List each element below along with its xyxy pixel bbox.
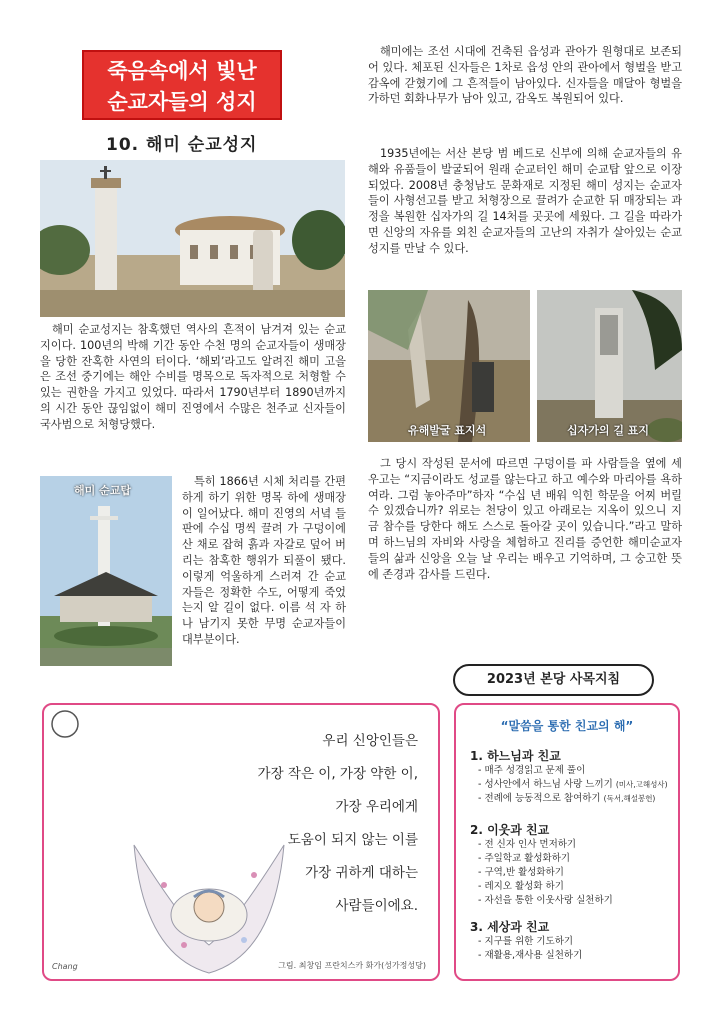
section-3-title: 3. 세상과 친교 xyxy=(470,920,550,934)
title-line-1: 죽음속에서 빛난 xyxy=(107,59,257,83)
excavation-photo-label: 유해발굴 표지석 xyxy=(408,424,487,437)
excavation-stone-photo xyxy=(368,290,530,442)
illustration-credit: 그림. 최창임 프란치스카 화가(성가정성당) xyxy=(278,961,426,970)
section-2-item-3: - 구역,반 활성화하기 xyxy=(478,867,564,878)
section-2-item-4: - 레지오 활성화 하기 xyxy=(478,881,564,892)
stations-photo-label: 십자가의 길 표지 xyxy=(567,424,650,437)
article-subtitle: 10. 해미 순교성지 xyxy=(106,135,258,155)
story-paragraph: 특히 1866년 시체 처리를 간편하게 하기 위한 명목 하에 생매장이 일어났다. 해미 진영의 서녘 들판에 수십 명씩 끌려 가 구덩이에 산 채로 잡혀 흙과 자갈로 덮어 버리는 참혹한 행위가 되풀이 됐다. 이렇게 억울하게 스러져 간 순교자들은 정확한 수도, 어떻게 죽었는지 알 길이 없다. 이름 석 자 하나 남기지 못한 무명 순교자들이 대부분이다. xyxy=(182,475,346,646)
section-2-item-1: - 전 신자 인사 먼저하기 xyxy=(478,839,577,850)
year-motto: “말씀을 통한 친교의 해” xyxy=(500,719,634,733)
right-paragraph-3: 그 당시 작성된 문서에 따르면 구덩이를 파 사람들을 옆에 세우고는 “지금이라도 성교를 않는다고 하고 예수와 마리아를 욕하여라. 그럼 놓아주마”하자 “수십 년 배워 익힌 학문을 어찌 버릴 수 있겠습니까? 위로는 천당이 있고 아래로는 지옥이 있으니 지금 참수를 당한다 해도 스스로 돌아갈 곳이 있습니다.”라고 말하며 하느님의 자비와 사랑을 체험하고 진리를 증언한 해미순교자들의 삶과 신앙을 오늘 날 우리는 배우고 기억하며, 그 숭고한 뜻에 존경과 감사를 드린다. xyxy=(368,457,682,581)
pastoral-guideline-pill: 2023년 본당 사목지침 xyxy=(453,664,654,696)
section-3-item-2: - 재활용,재사용 실천하기 xyxy=(478,950,583,961)
section-1-item-2: - 성사안에서 하느님 사랑 느끼기 (미사,고해성사) xyxy=(478,779,668,790)
poem-line-5: 가장 귀하게 대하는 xyxy=(305,865,418,881)
poem-line-2: 가장 작은 이, 가장 약한 이, xyxy=(257,766,418,782)
section-1-item-1: - 매주 성경읽고 문제 풀이 xyxy=(478,765,586,776)
section-1-title: 1. 하느님과 친교 xyxy=(470,749,561,763)
pastoral-guideline-box xyxy=(454,703,680,981)
artist-signature: Chang xyxy=(52,962,78,971)
poem-box xyxy=(42,703,440,981)
cathedral-photo xyxy=(40,160,345,317)
right-paragraph-1: 해미에는 조선 시대에 건축된 읍성과 관아가 원형대로 보존되어 있다. 체포된 신자들은 1차로 읍성 안의 관아에서 형벌을 받고 감옥에 갇혔기에 그 흔적들이 남아있다. 신자들을 매달아 형벌을 가하던 회화나무가 남아 있고, 감옥도 복원되어 있다. xyxy=(368,45,682,106)
poem-line-6: 사람들이에요. xyxy=(335,898,418,914)
stations-cross-photo xyxy=(537,290,682,442)
title-line-2: 순교자들의 성지 xyxy=(107,90,257,114)
poem-line-3: 가장 우리에게 xyxy=(335,799,418,815)
section-2-item-5: - 자선을 통한 이웃사랑 실천하기 xyxy=(478,895,613,906)
section-2-title: 2. 이웃과 친교 xyxy=(470,823,550,837)
martyr-tower-photo xyxy=(40,476,172,666)
poem-line-4: 도움이 되지 않는 이를 xyxy=(287,832,418,848)
section-2-item-2: - 주일학교 활성화하기 xyxy=(478,853,571,864)
poem-badge-icon xyxy=(50,709,80,739)
intro-paragraph: 해미 순교성지는 참혹했던 역사의 흔적이 남겨져 있는 순교지이다. 100년의 박해 기간 동안 수천 명의 순교자들이 생매장을 당한 잔혹한 사연의 터이다. ‘해뫼’라고도 알려진 해미 고을은 조선 중기에는 해안 수비를 명목으로 독자적으로 처형할 수 있는 권한을 가지고 있었다. 따라서 1790년부터 1890년까지의 시간 동안 끊임없이 해미 진영에서 수많은 천주교 신자들이 국사범으로 처형당했다. xyxy=(40,323,346,431)
feature-title-box xyxy=(82,50,282,120)
section-1-item-3: - 전례에 능동적으로 참여하기 (독서,해설봉헌) xyxy=(478,793,656,804)
section-3-item-1: - 지구를 위한 기도하기 xyxy=(478,936,574,947)
poem-line-1: 우리 신앙인들은 xyxy=(322,733,418,749)
right-paragraph-2: 1935년에는 서산 본당 범 베드로 신부에 의해 순교자들의 유해와 유품들이 발굴되어 원래 순교터인 해미 순교탑 앞으로 이장되었다. 2008년 충청남도 문화재로 지정된 해미 성지는 순교자들이 사형선고를 받고 처형장으로 끌려가 순교한 뒤 매장되는 과정을 복원한 십자가의 길 14처를 곳곳에 세웠다. 그 길을 따라가면 신앙의 자유를 외친 순교자들의 고난의 자취가 살아있는 순교성지를 만날 수 있다. xyxy=(368,147,682,255)
tower-photo-label: 해미 순교탑 xyxy=(74,484,131,497)
